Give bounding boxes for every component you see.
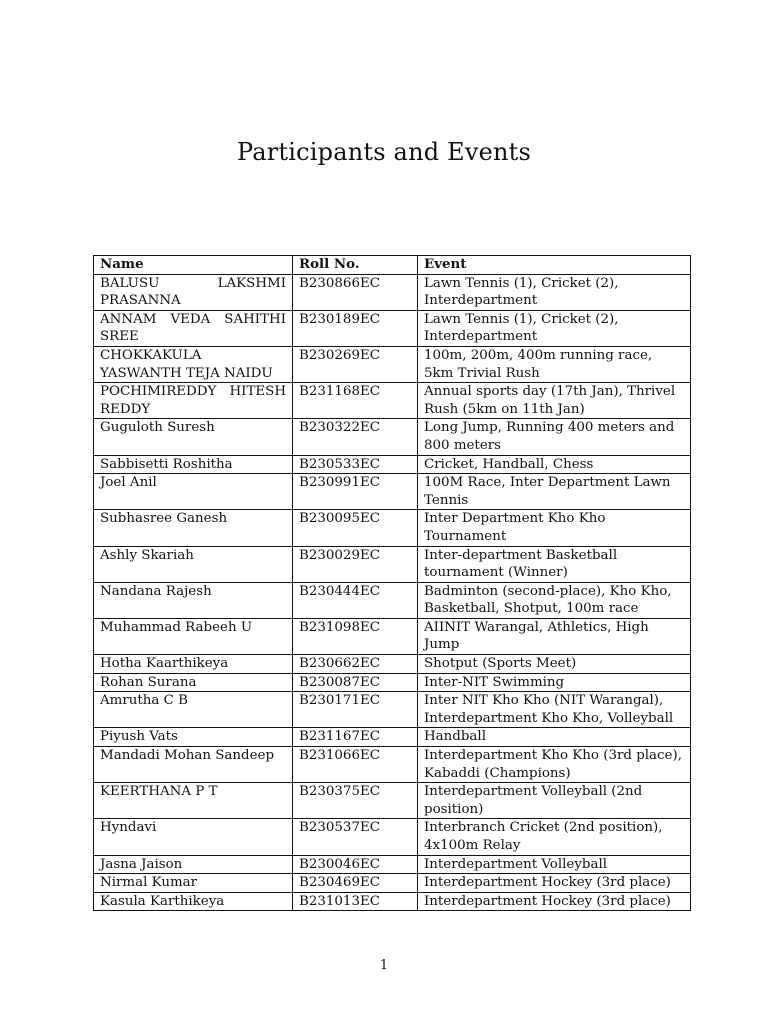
table-row [94, 310, 691, 346]
table-row [94, 855, 691, 874]
event-list: Interdepartment Kho Kho (3rd place), Kabaddi (Champions) [418, 747, 691, 783]
roll-number: B230662EC [293, 655, 418, 674]
roll-number: B230991EC [293, 474, 418, 510]
participant-name: ANNAM VEDA SAHITHI SREE [94, 310, 293, 346]
event-list: Shotput (Sports Meet) [418, 655, 691, 674]
participant-name: Muhammad Rabeeh U [94, 618, 293, 654]
table-row [94, 618, 691, 654]
roll-number: B230375EC [293, 783, 418, 819]
table-row [94, 510, 691, 546]
event-list: Interdepartment Volleyball [418, 855, 691, 874]
roll-number: B230533EC [293, 455, 418, 474]
table-body [94, 274, 691, 911]
event-list: AIINIT Warangal, Athletics, High Jump [418, 618, 691, 654]
event-list: 100M Race, Inter Department Lawn Tennis [418, 474, 691, 510]
header-event: Event [418, 256, 691, 275]
page-number: 1 [379, 958, 389, 973]
participant-name: Subhasree Ganesh [94, 510, 293, 546]
event-list: Long Jump, Running 400 meters and 800 meters [418, 419, 691, 455]
event-list: Inter NIT Kho Kho (NIT Warangal), Interdepartment Kho Kho, Volleyball [418, 692, 691, 728]
participants-table [93, 255, 691, 911]
table-row [94, 383, 691, 419]
table-row [94, 819, 691, 855]
table-row [94, 582, 691, 618]
participant-name: KEERTHANA P T [94, 783, 293, 819]
roll-number: B230269EC [293, 346, 418, 382]
table-row [94, 728, 691, 747]
participant-name: Sabbisetti Roshitha [94, 455, 293, 474]
participant-name: POCHIMIREDDY HITESH REDDY [94, 383, 293, 419]
event-list: Cricket, Handball, Chess [418, 455, 691, 474]
roll-number: B230322EC [293, 419, 418, 455]
table-row [94, 892, 691, 911]
roll-number: B230046EC [293, 855, 418, 874]
event-list: Inter-NIT Swimming [418, 673, 691, 692]
table-row [94, 419, 691, 455]
roll-number: B230087EC [293, 673, 418, 692]
event-list: Annual sports day (17th Jan), Thrivel Rush (5km on 11th Jan) [418, 383, 691, 419]
table-row [94, 673, 691, 692]
header-roll-no: Roll No. [293, 256, 418, 275]
participant-name: Kasula Karthikeya [94, 892, 293, 911]
participant-name: Rohan Surana [94, 673, 293, 692]
event-list: Interdepartment Hockey (3rd place) [418, 874, 691, 893]
participant-name: Nandana Rajesh [94, 582, 293, 618]
table-row [94, 874, 691, 893]
event-list: Handball [418, 728, 691, 747]
event-list: 100m, 200m, 400m running race, 5km Trivial Rush [418, 346, 691, 382]
participant-name: Mandadi Mohan Sandeep [94, 747, 293, 783]
header-name: Name [94, 256, 293, 275]
participant-name: Guguloth Suresh [94, 419, 293, 455]
event-list: Lawn Tennis (1), Cricket (2), Interdepartment [418, 310, 691, 346]
roll-number: B231168EC [293, 383, 418, 419]
roll-number: B230171EC [293, 692, 418, 728]
table-row [94, 783, 691, 819]
participant-name: Amrutha C B [94, 692, 293, 728]
event-list: Interbranch Cricket (2nd position), 4x100m Relay [418, 819, 691, 855]
event-list: Lawn Tennis (1), Cricket (2), Interdepartment [418, 274, 691, 310]
event-list: Badminton (second-place), Kho Kho, Basketball, Shotput, 100m race [418, 582, 691, 618]
table-row [94, 655, 691, 674]
page-title: Participants and Events [236, 138, 532, 166]
roll-number: B230029EC [293, 546, 418, 582]
table-row [94, 474, 691, 510]
event-list: Interdepartment Hockey (3rd place) [418, 892, 691, 911]
roll-number: B230537EC [293, 819, 418, 855]
participant-name: Ashly Skariah [94, 546, 293, 582]
participant-name: Hyndavi [94, 819, 293, 855]
roll-number: B230095EC [293, 510, 418, 546]
participant-name: Joel Anil [94, 474, 293, 510]
roll-number: B231098EC [293, 618, 418, 654]
table-row [94, 274, 691, 310]
roll-number: B230189EC [293, 310, 418, 346]
participant-name: BALUSU LAKSHMI PRASANNA [94, 274, 293, 310]
roll-number: B231066EC [293, 747, 418, 783]
roll-number: B230444EC [293, 582, 418, 618]
participant-name: Jasna Jaison [94, 855, 293, 874]
table-row [94, 546, 691, 582]
table-row [94, 692, 691, 728]
table-header-row [94, 256, 691, 275]
roll-number: B230469EC [293, 874, 418, 893]
table-row [94, 346, 691, 382]
event-list: Inter-department Basketball tournament (Winner) [418, 546, 691, 582]
participant-name: Nirmal Kumar [94, 874, 293, 893]
table-row [94, 455, 691, 474]
participant-name: Piyush Vats [94, 728, 293, 747]
table-row [94, 747, 691, 783]
roll-number: B230866EC [293, 274, 418, 310]
roll-number: B231013EC [293, 892, 418, 911]
event-list: Interdepartment Volleyball (2nd position) [418, 783, 691, 819]
participant-name: CHOKKAKULA YASWANTH TEJA NAIDU [94, 346, 293, 382]
event-list: Inter Department Kho Kho Tournament [418, 510, 691, 546]
roll-number: B231167EC [293, 728, 418, 747]
participant-name: Hotha Kaarthikeya [94, 655, 293, 674]
